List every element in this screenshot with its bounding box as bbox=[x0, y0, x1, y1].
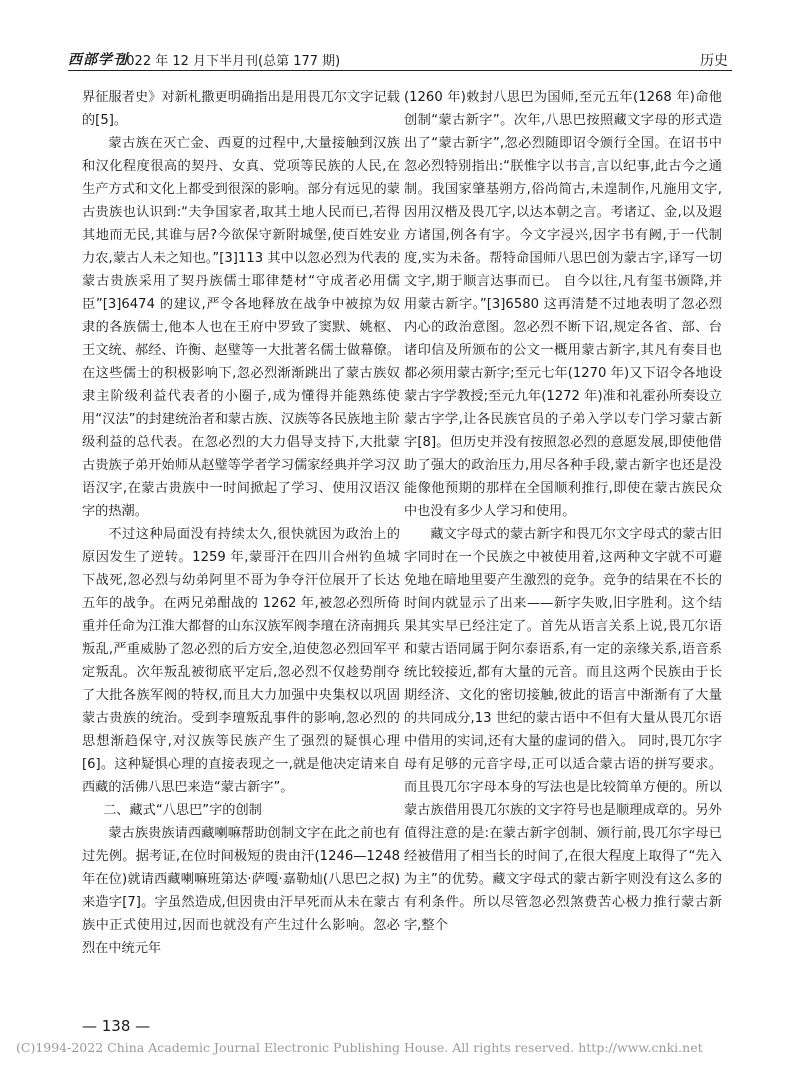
section-heading: 二、藏式“八思巴”字的创制 bbox=[103, 803, 262, 818]
paragraph: 蒙古族在灭亡金、西夏的过程中,大量接触到汉族和汉化程度很高的契丹、女真、党项等民族的人民,在生产方式和文化上都受到很深的影响。部分有远见的蒙古贵族也认识到:“夫争国家者,取其土地人民而已,若得其地而无民,其谁与居?今欲保守新附城堡,使百姓安业力农,蒙古人未之知也。”[3]113 其中以忽必烈为代表的蒙古贵族采用了契丹族儒士耶律楚材“守成者必用儒臣”[3]6474 的建议,严令各地释放在战争中被掠为奴隶的各族儒士,他本人也在王府中罗致了窦默、姚枢、王文统、郝经、许衡、赵璧等一大批著名儒士做幕僚。在这些儒士的积极影响下,忽必烈渐渐跳出了蒙古族奴隶主阶级利益代表者的小圈子,成为懂得并能熟练使用“汉法”的封建统治者和蒙古族、汉族等各民族地主阶级利益的总代表。在忽必烈的大力倡导支持下,大批蒙古贵族子弟开始师从赵璧等学者学习儒家经典并学习汉语汉字,在蒙古贵族中一时间掀起了学习、使用汉语汉字的热潮。 bbox=[82, 136, 400, 519]
paragraph: 藏文字母式的蒙古新字和畏兀尔文字母式的蒙古旧字同时在一个民族之中被使用着,这两种文字就不可避免地在暗地里要产生激烈的竞争。竞争的结果在不长的时间内就显示了出来——新字失败,旧字胜利。这个结果其实早已经注定了。首先从语言关系上说,畏兀尔语和蒙古语同属于阿尔泰语系,有一定的亲缘关系,语音系统比较接近,都有大量的元音。而且这两个民族由于长期经济、文化的密切接触,彼此的语言中渐渐有了大量的共同成分,13 世纪的蒙古语中不但有大量从畏兀尔语中借用的实词,还有大量的虚词的借入。 同时,畏兀尔字母有足够的元音字母,正可以适合蒙古语的拼写要求。而且畏兀尔字母本身的写法也是比较简单方便的。所以蒙古族借用畏兀尔族的文字符号也是顺理成章的。另外值得注意的是:在蒙古新字创制、颁行前,畏兀尔字母已经被借用了相当长的时间了,在很大程度上取得了“先入为主”的优势。藏文字母式的蒙古新字则没有这么多的有利条件。所以尽管忽必烈煞费苦心极力推行蒙古新字,整个 bbox=[404, 527, 722, 933]
copyright-notice: (C)1994-2022 China Academic Journal Electronic Publishing House. All rights reserved. http://www.cnki.net bbox=[16, 1040, 703, 1055]
issue-info: 2022 年 12 月下半月刊(总第 177 期) bbox=[118, 54, 341, 69]
paragraph: 蒙古族贵族请西藏喇嘛帮助创制文字在此之前也有过先例。据考证,在位时间极短的贵由汗(1246—1248 年在位)就请西藏喇嘛班第达·萨嘎·嘉勒灿(八思巴之叔)来造字[7]。字虽然造成,但因贵由汗早死而从未在蒙古族中正式使用过,因而也就没有产生过什么影响。忽必烈在中统元年 bbox=[82, 826, 400, 956]
section-label: 历史 bbox=[700, 53, 728, 69]
paragraph: 界征服者史》对新札撒更明确指出是用畏兀尔文字记载的[5]。 bbox=[82, 90, 400, 128]
left-column bbox=[82, 86, 400, 996]
page-number: — 138 — bbox=[82, 1017, 151, 1035]
journal-logo: 西部学刊 bbox=[68, 52, 128, 68]
page-header bbox=[68, 48, 732, 71]
right-column bbox=[404, 86, 722, 996]
paragraph: 不过这种局面没有持续太久,很快就因为政治上的原因发生了逆转。1259 年,蒙哥汗在四川合州钓鱼城下战死,忽必烈与幼弟阿里不哥为争夺汗位展开了长达五年的战争。在两兄弟酣战的 1262 年,被忽必烈所倚重并任命为江淮大都督的山东汉族军阀李璮在济南拥兵叛乱,严重威胁了忽必烈的后方安全,迫使忽必烈回军平定叛乱。次年叛乱被彻底平定后,忽必烈不仅趁势削夺了大批各族军阀的特权,而且大力加强中央集权以巩固蒙古贵族的统治。受到李璮叛乱事件的影响,忽必烈的思想渐趋保守,对汉族等民族产生了强烈的疑惧心理[6]。这种疑惧心理的直接表现之一,就是他决定请来自西藏的活佛八思巴来造“蒙古新字”。 bbox=[82, 527, 400, 795]
paragraph: (1260 年)敕封八思巴为国师,至元五年(1268 年)命他创制“蒙古新字”。次年,八思巴按照藏文字母的形式造出了“蒙古新字”,忽必烈随即诏令颁行全国。在诏书中忽必烈特别指出:“朕惟字以书言,言以纪事,此古今之通制。我国家肇基朔方,俗尚简古,未遑制作,凡施用文字,因用汉楷及畏兀字,以达本朝之言。考诸辽、金,以及遐方诸国,例各有字。今文字浸兴,因字书有阙,于一代制度,实为未备。帮特命国师八思巴创为蒙古字,译写一切文字,期于顺言达事而已。 自今以往,凡有玺书颁降,并用蒙古新字。”[3]6580 这再清楚不过地表明了忽必烈内心的政治意图。忽必烈不断下诏,规定各省、部、台诸印信及所颁布的公文一概用蒙古新字,其凡有奏目也都必须用蒙古新字;至元七年(1270 年)又下诏令各地设蒙古字学教授;至元九年(1272 年)准和礼霍孙所奏设立蒙古字学,让各民族官员的子弟入学以专门学习蒙古新字[8]。但历史并没有按照忽必烈的意愿发展,即使他借助了强大的政治压力,用尽各种手段,蒙古新字也还是没能像他预期的那样在全国顺利推行,即使在蒙古族民众中也没有多少人学习和使用。 bbox=[404, 90, 722, 519]
